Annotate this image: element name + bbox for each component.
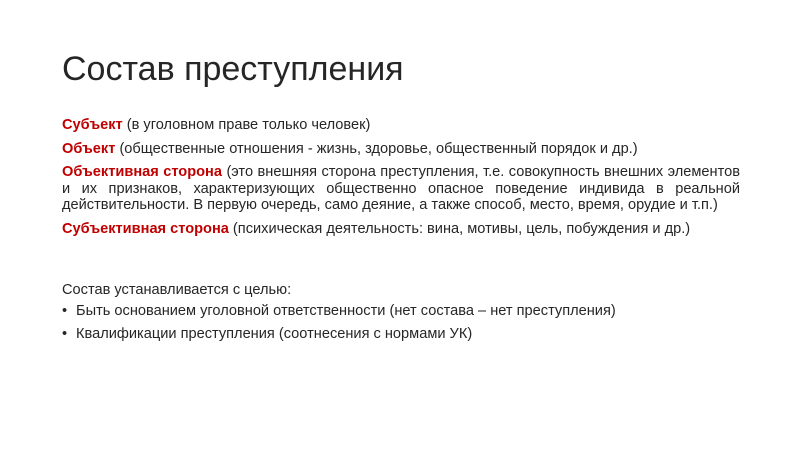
term-subjective-side: Субъективная сторона bbox=[62, 220, 229, 237]
purpose-list bbox=[62, 303, 740, 343]
purpose-item-qualification bbox=[62, 326, 740, 343]
purpose-text-liability: Быть основанием уголовной ответственности (нет состава – нет преступления) bbox=[76, 302, 616, 319]
slide-content bbox=[62, 117, 740, 350]
element-object bbox=[62, 141, 740, 158]
purpose-item-liability bbox=[62, 303, 740, 320]
description-subjective-side: (психическая деятельность: вина, мотивы, цель, побуждения и др.) bbox=[228, 220, 691, 237]
spacer bbox=[62, 244, 740, 282]
slide-title: Состав преступления bbox=[62, 50, 404, 88]
bullet-icon: • bbox=[62, 326, 68, 342]
description-object: (общественные отношения - жизнь, здоровье, общественный порядок и др.) bbox=[115, 140, 638, 157]
bullet-icon: • bbox=[62, 302, 68, 319]
term-objective-side: Объективная сторона bbox=[62, 164, 222, 180]
element-subjective-side bbox=[62, 221, 740, 238]
element-subject bbox=[62, 117, 740, 134]
purpose-intro: Состав устанавливается с целью: bbox=[62, 282, 292, 298]
term-object: Объект bbox=[62, 140, 116, 157]
term-subject: Субъект bbox=[62, 117, 123, 133]
description-objective-side: (это внешняя сторона преступления, т.е. совокупность внешних элементов и их признаков, характеризующих общественно опасное поведение индивида в реальной действительности. В первую очередь, само деяние, а также способ, место, время, орудие и т.п.) bbox=[62, 164, 740, 213]
purpose-text-qualification: Квалификации преступления (соотнесения с нормами УК) bbox=[76, 326, 473, 342]
description-subject: (в уголовном праве только человек) bbox=[122, 117, 371, 133]
element-objective-side bbox=[62, 164, 740, 214]
